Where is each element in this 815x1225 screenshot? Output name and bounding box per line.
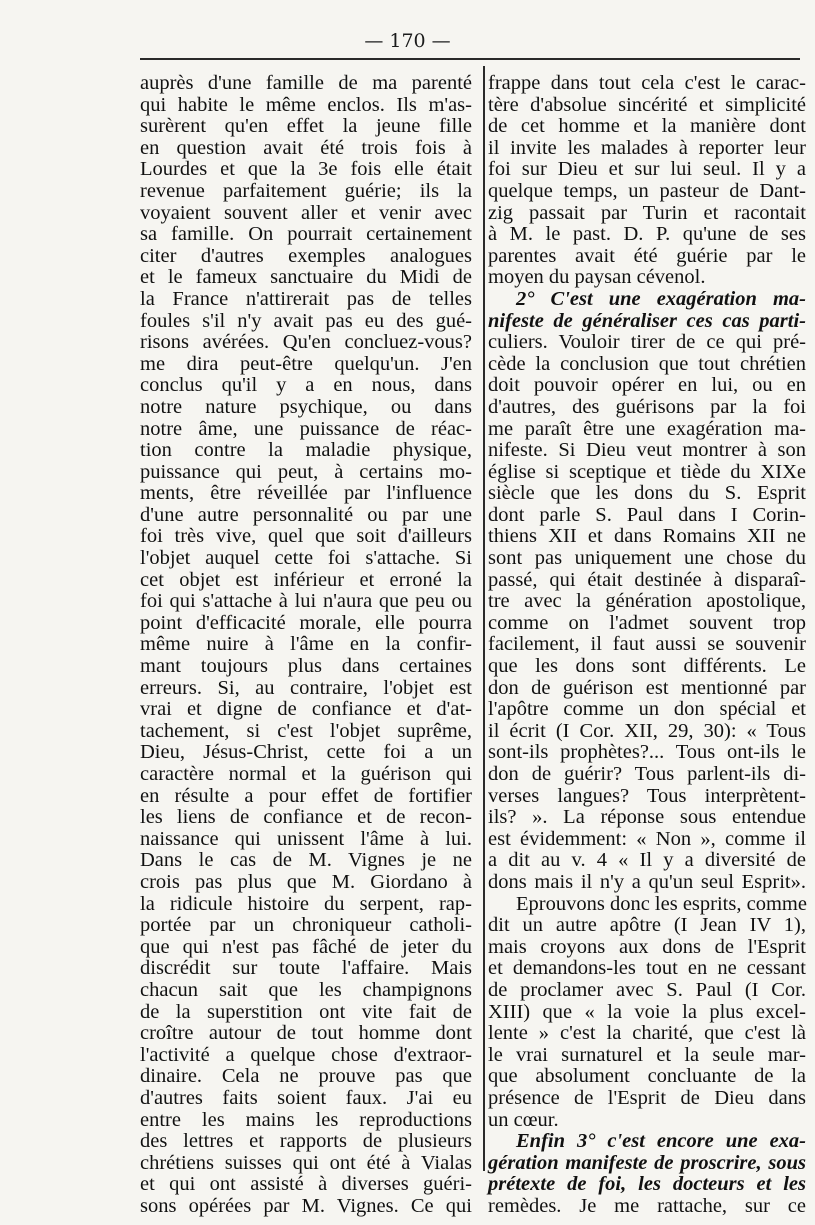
text-line: les liens de confiance et de recon- <box>140 806 472 829</box>
text-line: que qui n'est pas fâché de jeter du <box>140 935 472 958</box>
text-line: portée par un chroniqueur catholi- <box>140 914 472 937</box>
text-line: don de guérir? Tous parlent-ils di- <box>488 763 806 785</box>
text-line: la ridicule histoire du serpent, rap- <box>140 892 472 915</box>
text-line: revenue parfaitement guérie; ils la <box>140 179 472 202</box>
text-line: sont-ils prophètes?... Tous ont-ils le <box>488 741 806 764</box>
text-line: il invite les malades à reporter leur <box>488 136 806 159</box>
text-line: citer d'autres exemples analogues <box>140 244 472 267</box>
text-line: nifeste. Si Dieu veut montrer à son <box>488 439 806 462</box>
text-line: quelque temps, un pasteur de Dant- <box>488 179 806 202</box>
right-column <box>488 73 806 1217</box>
text-line: verses langues? Tous interprètent- <box>488 784 806 807</box>
text-line: voyaient souvent aller et venir avec <box>140 201 472 224</box>
text-line: ments, être réveillée par l'influence <box>140 482 472 505</box>
text-line: d'autres, des guérisons par la foi <box>488 395 806 418</box>
text-line: chacun sait que les champignons <box>140 978 472 1001</box>
left-column <box>140 73 472 1217</box>
text-line: Eprouvons donc les esprits, comme <box>516 892 807 915</box>
text-line: Dans le cas de M. Vignes je ne <box>140 849 472 872</box>
text-line: zig passait par Turin et racontait <box>488 201 806 224</box>
text-line: d'une autre personnalité ou par une <box>140 503 472 526</box>
text-line: 2° C'est une exagération ma- <box>516 287 806 310</box>
text-line: comme on l'admet souvent trop <box>488 611 806 634</box>
text-line: parentes avait été guérie par le <box>488 244 806 267</box>
text-line: Lourdes et que la 3e fois elle était <box>140 158 472 181</box>
text-line: me dira peut-être quelqu'un. J'en <box>140 352 472 375</box>
text-line: cet objet est inférieur et erroné la <box>140 568 472 591</box>
text-line: mant toujours plus dans certaines <box>140 655 472 678</box>
text-line: conclus qu'il y a en nous, dans <box>140 374 472 397</box>
text-line: a dit au v. 4 « Il y a diversité de <box>488 849 806 872</box>
text-line: en résulte a pour effet de fortifier <box>140 784 472 807</box>
text-line: ils? ». La réponse sous entendue <box>488 806 806 829</box>
text-line: et qui ont assisté à diverses guéri- <box>140 1173 472 1196</box>
text-line: surèrent qu'en effet la jeune fille <box>140 115 472 138</box>
text-line: et le fameux sanctuaire du Midi de <box>140 266 472 289</box>
text-line: est évidemment: « Non », comme il <box>488 827 806 850</box>
text-line: dons mais il n'y a qu'un seul Esprit». <box>488 870 806 893</box>
text-line: sa famille. On pourrait certainement <box>140 223 472 246</box>
text-line: tre avec la génération apostolique, <box>488 590 806 613</box>
text-line: que les dons sont différents. Le <box>488 655 806 678</box>
text-line: d'autres faits soient faux. J'ai eu <box>140 1086 472 1109</box>
text-line: foi sur Dieu et sur lui seul. Il y a <box>488 158 806 181</box>
text-line: lente » c'est la charité, que c'est là <box>488 1022 806 1045</box>
page-number: — 170 — <box>364 30 451 52</box>
text-line: foi très vive, quel que soit d'ailleurs <box>140 525 472 548</box>
text-line: risons avérées. Qu'en concluez-vous? <box>140 331 472 354</box>
text-line: prétexte de foi, les docteurs et les <box>488 1173 806 1196</box>
text-line: nifeste de généraliser ces cas parti- <box>488 309 806 332</box>
text-line: mais croyons aux dons de l'Esprit <box>488 935 806 958</box>
text-line: dinaire. Cela ne prouve pas que <box>140 1065 472 1088</box>
text-line: thiens XII et dans Romains XII ne <box>488 525 806 548</box>
text-line: de proclamer avec S. Paul (I Cor. <box>488 978 806 1001</box>
text-line: passé, qui était destinée à disparaî- <box>488 568 806 591</box>
text-line: XIII) que « la voie la plus excel- <box>488 1000 806 1023</box>
text-line: de cet homme et la manière dont <box>488 115 806 138</box>
text-line: culiers. Vouloir tirer de ce qui pré- <box>488 331 806 354</box>
text-line: à M. le past. D. P. qu'une de ses <box>488 223 806 246</box>
text-line: naissance qui unissent l'âme à lui. <box>140 827 472 850</box>
text-line: siècle que les dons du S. Esprit <box>488 482 806 505</box>
text-line: foi qui s'attache à lui n'aura que peu ou <box>140 590 472 613</box>
text-line: foules s'il n'y avait pas eu des gué- <box>140 309 472 332</box>
text-line: en question avait été trois fois à <box>140 136 472 159</box>
text-line: il écrit (I Cor. XII, 29, 30): « Tous <box>488 719 806 742</box>
text-line: entre les mains les reproductions <box>140 1108 472 1131</box>
text-line: l'activité a quelque chose d'extraor- <box>140 1043 472 1066</box>
text-line: tère d'absolue sincérité et simplicité <box>488 93 806 116</box>
text-line: discrédit sur toute l'affaire. Mais <box>140 957 472 980</box>
text-line: dit un autre apôtre (I Jean IV 1), <box>488 914 806 937</box>
text-line: chrétiens suisses qui ont été à Vialas <box>140 1151 472 1174</box>
text-line: que absolument concluante de la <box>488 1065 806 1088</box>
text-line: des lettres et rapports de plusieurs <box>140 1130 472 1153</box>
text-line: gération manifeste de proscrire, sous <box>488 1151 806 1174</box>
text-line: crois pas plus que M. Giordano à <box>140 870 472 893</box>
text-line: présence de l'Esprit de Dieu dans <box>488 1086 806 1109</box>
text-line: puissance qui peut, à certains mo- <box>140 460 472 483</box>
text-line: tachement, si c'est l'objet suprême, <box>140 719 472 742</box>
header-rule <box>140 58 800 60</box>
text-line: Enfin 3° c'est encore une exa- <box>516 1130 806 1153</box>
text-line: point d'efficacité morale, elle pourra <box>140 611 472 634</box>
text-line: moyen du paysan cévenol. <box>488 266 706 289</box>
text-line: sont pas uniquement une chose du <box>488 547 806 570</box>
text-line: qui habite le même enclos. Ils m'as- <box>140 93 472 116</box>
text-line: notre nature psychique, ou dans <box>140 395 472 418</box>
text-line: remèdes. Je me rattache, sur ce <box>488 1194 806 1217</box>
text-line: dont parle S. Paul dans I Corin- <box>488 503 806 526</box>
text-line: même nuire à l'âme en la confir- <box>140 633 472 656</box>
text-line: église si sceptique et tiède du XIXe <box>488 460 806 483</box>
text-line: croître autour de tout homme dont <box>140 1022 472 1045</box>
text-line: Dieu, Jésus-Christ, cette foi a un <box>140 741 472 764</box>
text-line: le vrai surnaturel et la seule mar- <box>488 1043 806 1066</box>
text-line: tion contre la maladie physique, <box>140 439 472 462</box>
text-line: l'objet auquel cette foi s'attache. Si <box>140 547 472 570</box>
text-line: de la superstition ont vite fait de <box>140 1000 472 1023</box>
text-line: vrai et digne de confiance et d'at- <box>140 698 472 721</box>
text-line: notre âme, une puissance de réac- <box>140 417 472 440</box>
text-line: sons opérées par M. Vignes. Ce qui <box>140 1194 472 1217</box>
text-line: et demandons-les tout en ne cessant <box>488 957 806 980</box>
text-line: frappe dans tout cela c'est le carac- <box>488 72 806 94</box>
text-line: auprès d'une famille de ma parenté <box>140 72 472 94</box>
text-line: cède la conclusion que tout chrétien <box>488 352 806 375</box>
text-line: un cœur. <box>488 1108 559 1131</box>
text-line: erreurs. Si, au contraire, l'objet est <box>140 676 472 699</box>
column-divider <box>483 66 485 1171</box>
text-line: facilement, il faut aussi se souvenir <box>488 633 806 656</box>
text-line: caractère normal et la guérison qui <box>140 763 472 785</box>
text-line: doit pouvoir opérer en lui, ou en <box>488 374 806 397</box>
text-line: don de guérison est mentionné par <box>488 676 806 699</box>
text-line: l'apôtre comme un don spécial et <box>488 698 806 721</box>
text-line: me paraît être une exagération ma- <box>488 417 806 440</box>
text-line: la France n'attirerait pas de telles <box>140 287 472 310</box>
